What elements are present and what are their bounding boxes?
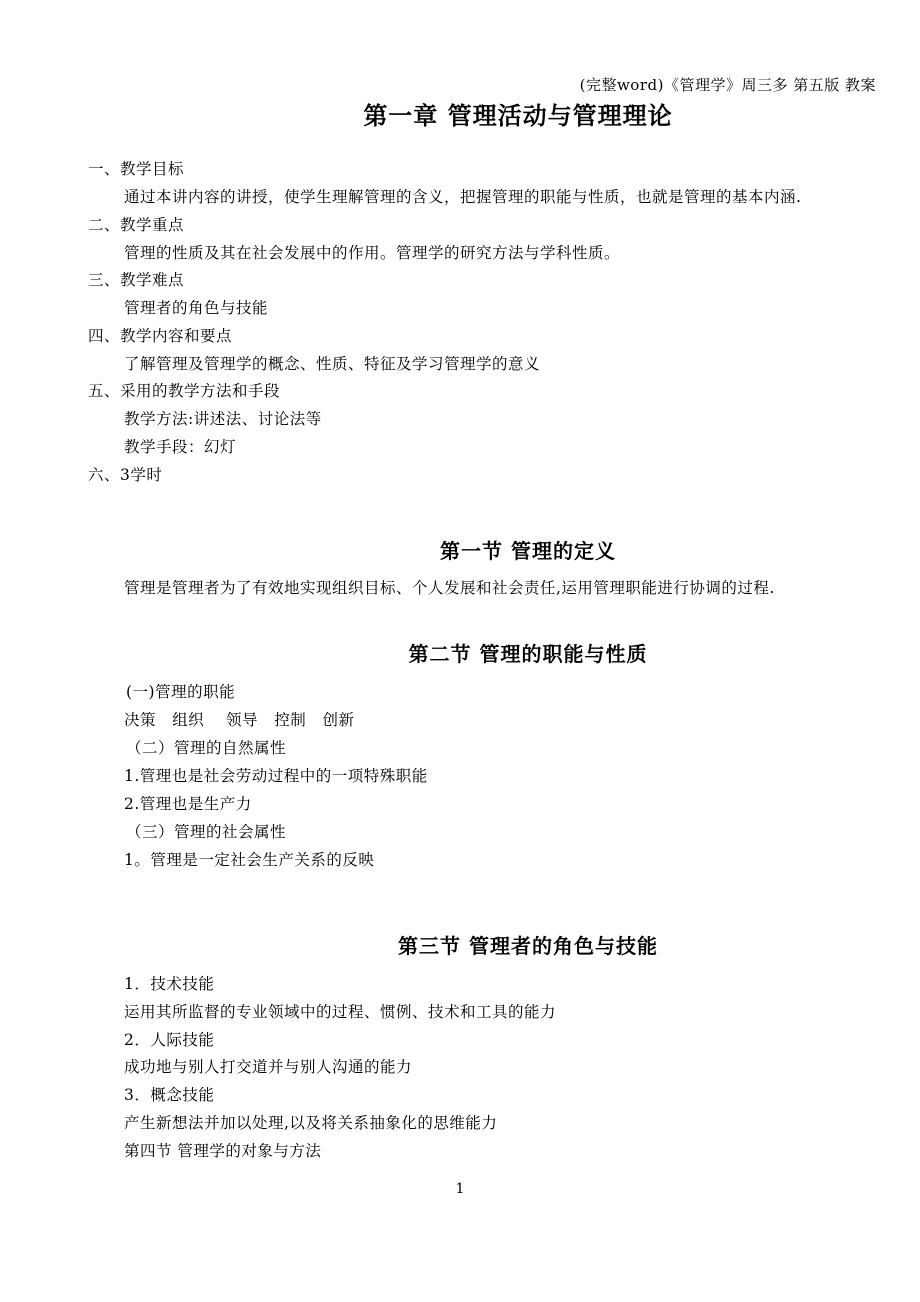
page-header: (完整word)《管理学》周三多 第五版 教案 <box>579 76 876 94</box>
difficult-text: 管理者的角色与技能 <box>124 299 269 317</box>
section2-title: 第二节 管理的职能与性质 <box>408 642 648 666</box>
content-heading: 四、教学内容和要点 <box>88 327 233 345</box>
section4-heading: 第四节 管理学的对象与方法 <box>124 1142 322 1160</box>
content-text: 了解管理及管理学的概念、性质、特征及学习管理学的意义 <box>124 355 541 373</box>
skill2-heading: 2．人际技能 <box>124 1031 215 1049</box>
skill3-heading: 3．概念技能 <box>124 1086 215 1104</box>
key-text: 管理的性质及其在社会发展中的作用。管理学的研究方法与学科性质。 <box>124 244 621 262</box>
skill3-text: 产生新想法并加以处理,以及将关系抽象化的思维能力 <box>124 1114 498 1132</box>
key-heading: 二、教学重点 <box>88 216 185 234</box>
goal-text: 通过本讲内容的讲授，使学生理解管理的含义，把握管理的职能与性质，也就是管理的基本内涵. <box>124 188 802 206</box>
means-text: 教学手段：幻灯 <box>124 438 237 456</box>
method-text: 教学方法:讲述法、讨论法等 <box>124 410 322 428</box>
management-functions: 决策 组织 领导 控制 创新 <box>124 711 355 729</box>
section1-text: 管理是管理者为了有效地实现组织目标、个人发展和社会责任,运用管理职能进行协调的过程. <box>124 579 775 597</box>
section2-item3: 1。管理是一定社会生产关系的反映 <box>124 851 375 869</box>
section1-title: 第一节 管理的定义 <box>440 539 616 563</box>
section2-sub2: （二）管理的自然属性 <box>126 739 287 757</box>
page-number: 1 <box>455 1181 465 1197</box>
skill2-text: 成功地与别人打交道并与别人沟通的能力 <box>124 1058 413 1076</box>
difficult-heading: 三、教学难点 <box>88 271 185 289</box>
section2-item1: 1.管理也是社会劳动过程中的一项特殊职能 <box>124 767 428 785</box>
method-heading: 五、采用的教学方法和手段 <box>88 382 281 400</box>
skill1-heading: 1．技术技能 <box>124 975 215 993</box>
section2-sub1: (一)管理的职能 <box>126 683 236 701</box>
skill1-text: 运用其所监督的专业领域中的过程、惯例、技术和工具的能力 <box>124 1003 557 1021</box>
section3-title: 第三节 管理者的角色与技能 <box>398 934 658 958</box>
section2-item2: 2.管理也是生产力 <box>124 795 252 813</box>
hours-heading: 六、3学时 <box>88 466 163 484</box>
goal-heading: 一、教学目标 <box>88 160 185 178</box>
section2-sub3: （三）管理的社会属性 <box>126 823 287 841</box>
chapter-title: 第一章 管理活动与管理理论 <box>363 101 673 130</box>
